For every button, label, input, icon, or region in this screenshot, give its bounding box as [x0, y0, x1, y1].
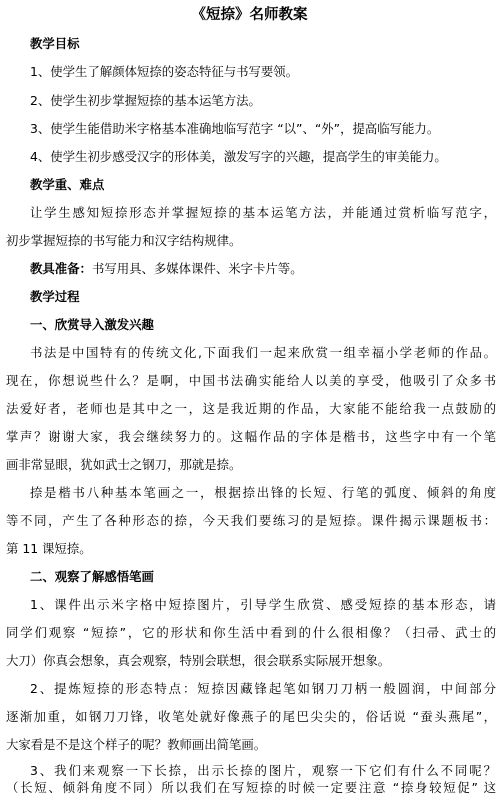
goal-item-3: 3、使学生能借助米字格基本准确地临写范字 “以”、“外”，提高临写能力。: [30, 121, 440, 136]
section-2-heading: 二、观察了解感悟笔画: [30, 569, 154, 584]
section-1-para-1-line-5: 画非常显眼，犹如武士之钢刀，那就是捺。: [6, 457, 242, 472]
section-1-para-1-line-2: 现在，你想说些什么？是啊，中国书法确实能给人以美的享受，他吸引了众多书: [6, 373, 496, 388]
document-title: 《短捺》名师教案: [191, 7, 308, 23]
section-1-para-1-line-4: 掌声？谢谢大家，我会继续努力的。这幅作品的字体是楷书，这些字中有一个笔: [6, 429, 496, 444]
section-1-para-1-line-1: 书法是中国特有的传统文化,下面我们一起来欣赏一组幸福小学老师的作品。: [30, 345, 496, 360]
goal-item-2: 2、使学生初步掌握短捺的基本运笔方法。: [30, 93, 261, 108]
section-1-para-2-line-1: 捺是楷书八种基本笔画之一，根据捺出锋的长短、行笔的弧度、倾斜的角度: [30, 485, 496, 500]
section-2-para-1-line-1: 1、课件出示米字格中短捺图片，引导学生欣赏、感受短捺的基本形态，请: [30, 597, 496, 612]
keypoints-line-1: 让学生感知短捺形态并掌握短捺的基本运笔方法，并能通过赏析临写范字，: [30, 205, 496, 220]
section-1-heading: 一、欣赏导入激发兴趣: [30, 317, 154, 332]
heading-keypoints: 教学重、难点: [30, 177, 105, 192]
goal-item-1: 1、使学生了解颜体短捺的姿态特征与书写要领。: [30, 64, 299, 79]
section-2-para-1-line-2: 同学们观察 “短捺”，它的形状和你生活中看到的什么很相像？（扫帚、武士的: [6, 625, 496, 640]
section-2-para-1-line-3: 大刀）你真会想象，真会观察，特别会联想，很会联系实际展开想象。: [6, 653, 391, 668]
section-1-para-2-line-3: 第 11 课短捺。: [6, 541, 92, 556]
preparation-text: 书写用具、多媒体课件、米字卡片等。: [91, 261, 303, 276]
section-1-para-2-line-2: 等不同，产生了各种形态的捺，今天我们要练习的是短捺。课件揭示课题板书：: [6, 513, 496, 528]
preparation-label: 教具准备：: [30, 261, 92, 276]
goal-item-4: 4、使学生初步感受汉字的形体美，激发写字的兴趣，提高学生的审美能力。: [30, 149, 447, 164]
preparation-line: [30, 261, 496, 277]
heading-process: 教学过程: [30, 289, 80, 304]
section-2-para-3-line-2: （长短、倾斜角度不同）所以我们在写短捺的时候一定要注意 “捺身较短促” 这: [6, 780, 496, 795]
section-1-para-1-line-3: 法爱好者，老师也是其中之一，这是我近期的作品，大家能不能给我一点鼓励的: [6, 401, 496, 416]
section-2-para-2-line-3: 大家看是不是这个样子的呢？教师画出简笔画。: [6, 737, 267, 752]
heading-goals: 教学目标: [30, 36, 80, 51]
keypoints-line-2: 初步掌握短捺的书写能力和汉字结构规律。: [6, 233, 242, 248]
section-2-para-3-line-1: 3、我们来观察一下长捺，出示长捺的图片，观察一下它们有什么不同呢？: [30, 763, 496, 778]
section-2-para-2-line-2: 逐渐加重，如钢刀刀锋，收笔处就好像燕子的尾巴尖尖的，俗话说 “蚕头燕尾”，: [6, 709, 496, 724]
section-2-para-2-line-1: 2、提炼短捺的形态特点：短捺因藏锋起笔如钢刀刀柄一般圆润，中间部分: [30, 681, 496, 696]
